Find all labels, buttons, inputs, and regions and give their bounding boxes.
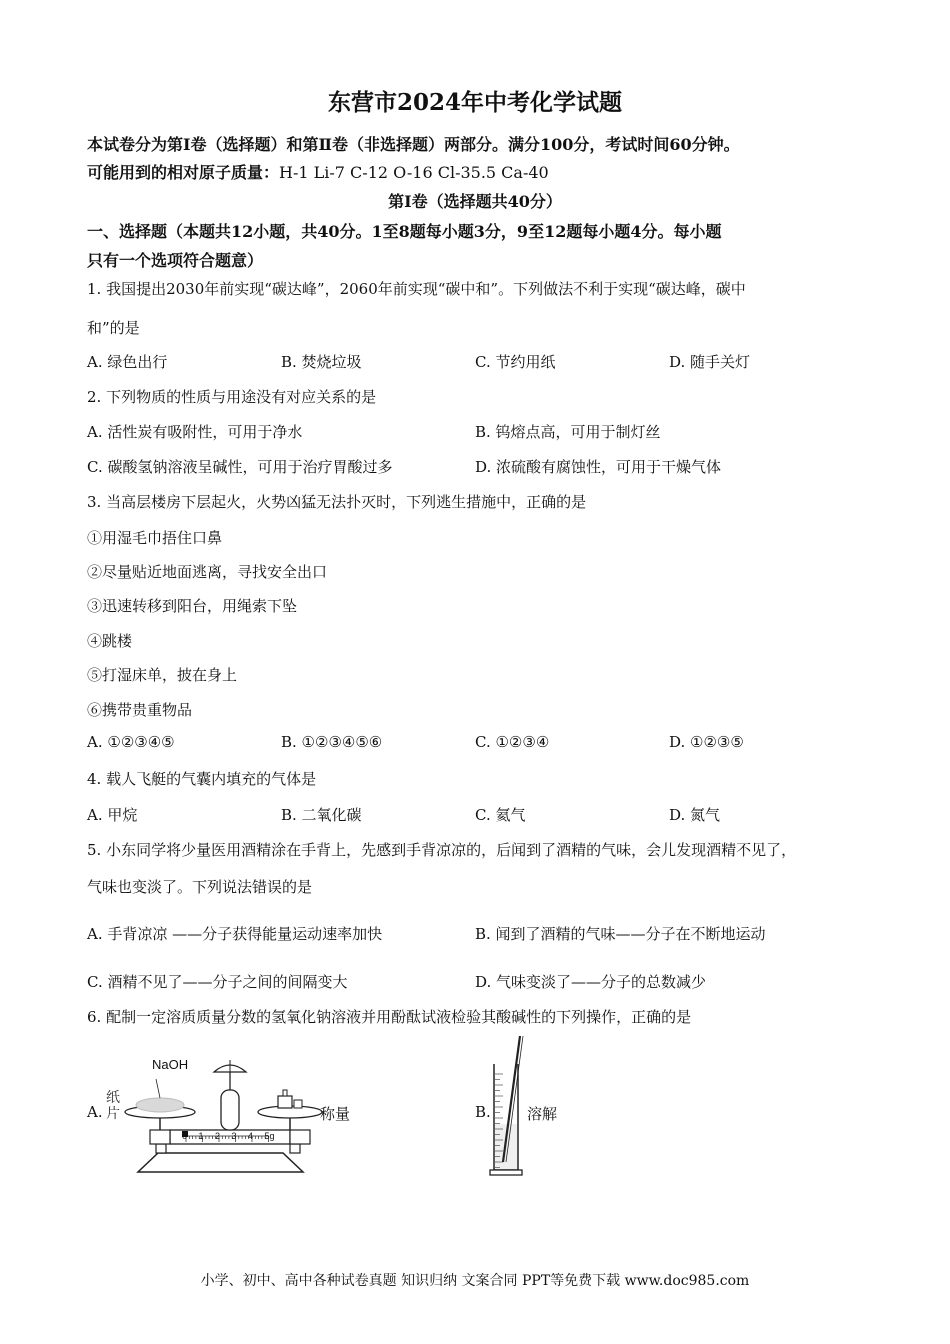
q3-stem: 3. 当高层楼房下层起火，火势凶猛无法扑灭时，下列逃生措施中，正确的是 bbox=[87, 493, 587, 511]
q6-option-a-letter: A. bbox=[87, 1103, 103, 1121]
q3-item-5: ⑤打湿床单，披在身上 bbox=[87, 666, 238, 684]
graduated-cylinder-figure bbox=[488, 1034, 528, 1176]
q4-option-b[interactable]: B. 二氧化碳 bbox=[281, 806, 362, 824]
scale-label: 2 bbox=[215, 1131, 221, 1141]
q3-item-4: ④跳楼 bbox=[87, 632, 133, 650]
q5-option-a[interactable]: A. 手背凉凉 ——分子获得能量运动速率加快 bbox=[87, 925, 383, 943]
q6-option-b-letter: B. bbox=[475, 1103, 491, 1121]
q3-option-d[interactable]: D. ①②③⑤ bbox=[669, 733, 744, 751]
balance-base bbox=[138, 1153, 303, 1172]
q4-stem: 4. 载人飞艇的气囊内填充的气体是 bbox=[87, 770, 317, 788]
naoh-on-paper bbox=[136, 1098, 184, 1112]
q3-item-2: ②尽量贴近地面逃离，寻找安全出口 bbox=[87, 563, 328, 581]
q5-option-d[interactable]: D. 气味变淡了——分子的总数减少 bbox=[475, 973, 707, 991]
q1-stem-cont: 和”的是 bbox=[87, 319, 140, 337]
q1-option-c[interactable]: C. 节约用纸 bbox=[475, 353, 556, 371]
q1-stem: 1. 我国提出2030年前实现“碳达峰”，2060年前实现“碳中和”。下列做法不利于实现“碳达峰，碳中 bbox=[87, 280, 746, 298]
scale-label: 3 bbox=[231, 1131, 237, 1141]
q5-option-b[interactable]: B. 闻到了酒精的气味——分子在不断地运动 bbox=[475, 925, 766, 943]
scale-label: 4 bbox=[248, 1131, 254, 1141]
naoh-label: NaOH bbox=[152, 1057, 189, 1072]
scale-label: 0 bbox=[182, 1131, 188, 1141]
atomic-mass-label: 可能用到的相对原子质量： bbox=[87, 163, 280, 182]
atomic-mass-values: H-1 Li-7 C-12 O-16 Cl-35.5 Ca-40 bbox=[279, 163, 549, 182]
section1-heading: 一、选择题（本题共12小题，共40分。1至8题每小题3分，9至12题每小题4分。每小题 bbox=[87, 222, 722, 241]
paper-label-1: 纸 bbox=[106, 1090, 120, 1106]
q6-stem: 6. 配制一定溶质质量分数的氢氧化钠溶液并用酚酞试液检验其酸碱性的下列操作，正确的是 bbox=[87, 1008, 692, 1026]
q6-option-a-caption: 称量 bbox=[320, 1105, 351, 1123]
q3-item-3: ③迅速转移到阳台，用绳索下坠 bbox=[87, 597, 298, 615]
weight bbox=[278, 1096, 292, 1108]
q4-option-d[interactable]: D. 氮气 bbox=[669, 806, 721, 824]
q3-option-a[interactable]: A. ①②③④⑤ bbox=[87, 733, 175, 751]
intro-line: 本试卷分为第Ⅰ卷（选择题）和第Ⅱ卷（非选择题）两部分。满分100分，考试时间60分钟。 bbox=[87, 135, 740, 154]
balance-pointer-column bbox=[221, 1090, 239, 1130]
q3-option-b[interactable]: B. ①②③④⑤⑥ bbox=[281, 733, 383, 751]
q2-option-b[interactable]: B. 钨熔点高，可用于制灯丝 bbox=[475, 423, 661, 441]
footer: 小学、初中、高中各种试卷真题 知识归纳 文案合同 PPT等免费下载 www.doc985.com bbox=[200, 1273, 750, 1289]
q5-stem-cont: 气味也变淡了。下列说法错误的是 bbox=[87, 878, 313, 896]
q3-option-c[interactable]: C. ①②③④ bbox=[475, 733, 550, 751]
q2-stem: 2. 下列物质的性质与用途没有对应关系的是 bbox=[87, 388, 377, 406]
page-title: 东营市2024年中考化学试题 bbox=[327, 89, 622, 116]
balance-figure bbox=[118, 1050, 323, 1180]
q1-option-d[interactable]: D. 随手关灯 bbox=[669, 353, 751, 371]
q1-option-b[interactable]: B. 焚烧垃圾 bbox=[281, 353, 362, 371]
q4-option-c[interactable]: C. 氦气 bbox=[475, 806, 526, 824]
paper-label-2: 片 bbox=[106, 1106, 120, 1122]
q5-stem: 5. 小东同学将少量医用酒精涂在手背上，先感到手背凉凉的，后闻到了酒精的气味，会儿发现酒精不见了， bbox=[87, 841, 797, 859]
q4-option-a[interactable]: A. 甲烷 bbox=[87, 806, 138, 824]
q2-option-a[interactable]: A. 活性炭有吸附性，可用于净水 bbox=[87, 423, 303, 441]
cylinder-base bbox=[490, 1170, 522, 1175]
q3-item-6: ⑥携带贵重物品 bbox=[87, 701, 193, 719]
q3-item-1: ①用湿毛巾捂住口鼻 bbox=[87, 529, 223, 547]
q2-option-c[interactable]: C. 碳酸氢钠溶液呈碱性，可用于治疗胃酸过多 bbox=[87, 458, 393, 476]
q6-option-b-caption: 溶解 bbox=[527, 1105, 558, 1123]
q5-option-c[interactable]: C. 酒精不见了——分子之间的间隔变大 bbox=[87, 973, 348, 991]
part1-title: 第Ⅰ卷（选择题共40分） bbox=[388, 192, 562, 211]
scale-label: 5g bbox=[264, 1131, 275, 1141]
q6-option-a[interactable] bbox=[87, 1103, 103, 1121]
q1-option-a[interactable]: A. 绿色出行 bbox=[87, 353, 168, 371]
q2-option-d[interactable]: D. 浓硫酸有腐蚀性，可用于干燥气体 bbox=[475, 458, 722, 476]
atomic-mass-line bbox=[87, 160, 549, 183]
section1-heading-cont: 只有一个选项符合题意） bbox=[87, 251, 264, 270]
scale-label: 1 bbox=[198, 1131, 204, 1141]
